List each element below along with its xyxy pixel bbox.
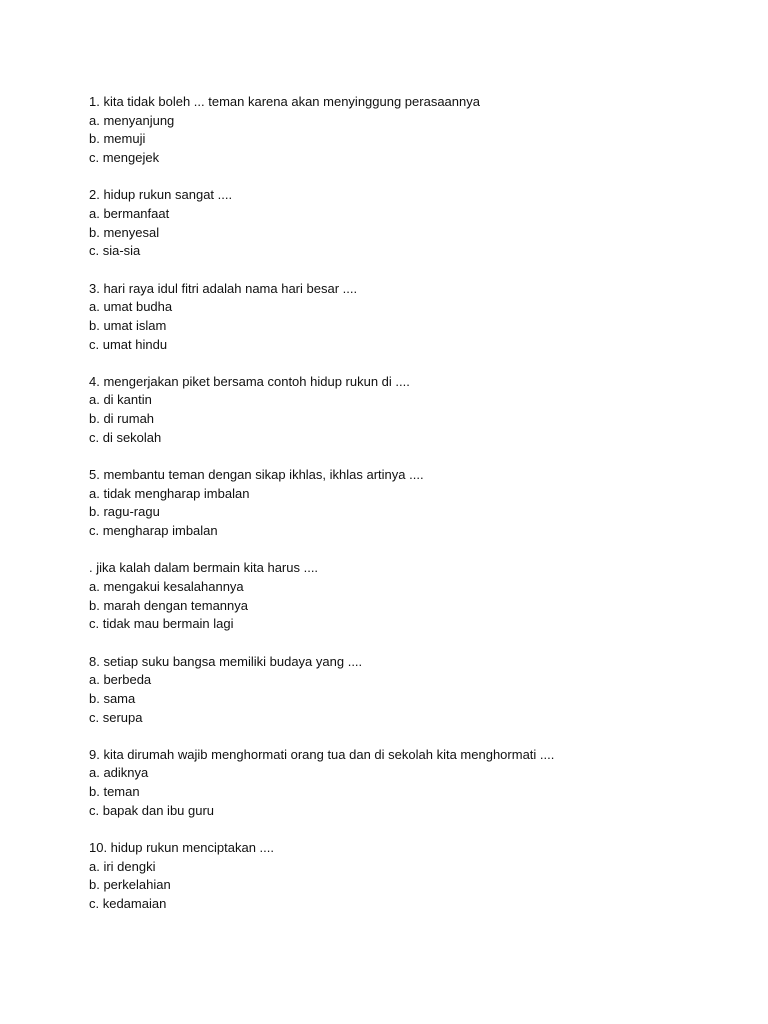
option-a: a. menyanjung xyxy=(89,112,175,128)
question-3 xyxy=(89,280,739,355)
question-text: 8. setiap suku bangsa memiliki budaya yang .... xyxy=(89,653,363,669)
question-8 xyxy=(89,653,739,728)
option-a: a. adiknya xyxy=(89,765,149,781)
question-6 xyxy=(89,559,739,634)
option-a: a. iri dengki xyxy=(89,858,156,874)
option-a: a. berbeda xyxy=(89,672,152,688)
option-b: b. di rumah xyxy=(89,411,155,427)
question-text: 2. hidup rukun sangat .... xyxy=(89,187,233,203)
option-c: c. kedamaian xyxy=(89,896,167,912)
option-b: b. umat islam xyxy=(89,317,167,333)
worksheet-page xyxy=(89,93,739,932)
option-c: c. tidak mau bermain lagi xyxy=(89,616,234,632)
question-text: 9. kita dirumah wajib menghormati orang tua dan di sekolah kita menghormati .... xyxy=(89,746,555,762)
question-2 xyxy=(89,186,739,261)
option-c: c. serupa xyxy=(89,709,143,725)
option-b: b. ragu-ragu xyxy=(89,504,160,520)
option-a: a. mengakui kesalahannya xyxy=(89,578,244,594)
option-a: a. tidak mengharap imbalan xyxy=(89,485,250,501)
option-b: b. sama xyxy=(89,690,136,706)
option-b: b. menyesal xyxy=(89,224,160,240)
question-9 xyxy=(89,746,739,821)
question-5 xyxy=(89,466,739,541)
question-text: 10. hidup rukun menciptakan .... xyxy=(89,840,275,855)
question-1 xyxy=(89,93,739,168)
question-4 xyxy=(89,373,739,448)
option-b: b. memuji xyxy=(89,131,146,147)
question-text: 4. mengerjakan piket bersama contoh hidup rukun di .... xyxy=(89,373,410,389)
question-text: . jika kalah dalam bermain kita harus .... xyxy=(89,560,319,576)
option-b: b. teman xyxy=(89,784,140,800)
question-10 xyxy=(89,839,739,914)
option-c: c. bapak dan ibu guru xyxy=(89,802,215,818)
question-text: 5. membantu teman dengan sikap ikhlas, ikhlas artinya .... xyxy=(89,467,424,482)
option-b: b. marah dengan temannya xyxy=(89,597,248,613)
option-a: a. bermanfaat xyxy=(89,205,170,221)
option-c: c. di sekolah xyxy=(89,429,162,445)
option-c: c. mengejek xyxy=(89,150,160,166)
option-c: c. mengharap imbalan xyxy=(89,523,218,539)
option-c: c. sia-sia xyxy=(89,243,141,259)
option-b: b. perkelahian xyxy=(89,877,171,893)
option-c: c. umat hindu xyxy=(89,336,168,352)
question-text: 1. kita tidak boleh ... teman karena akan menyinggung perasaannya xyxy=(89,94,480,109)
option-a: a. di kantin xyxy=(89,392,152,408)
question-text: 3. hari raya idul fitri adalah nama hari besar .... xyxy=(89,280,358,296)
option-a: a. umat budha xyxy=(89,299,173,315)
